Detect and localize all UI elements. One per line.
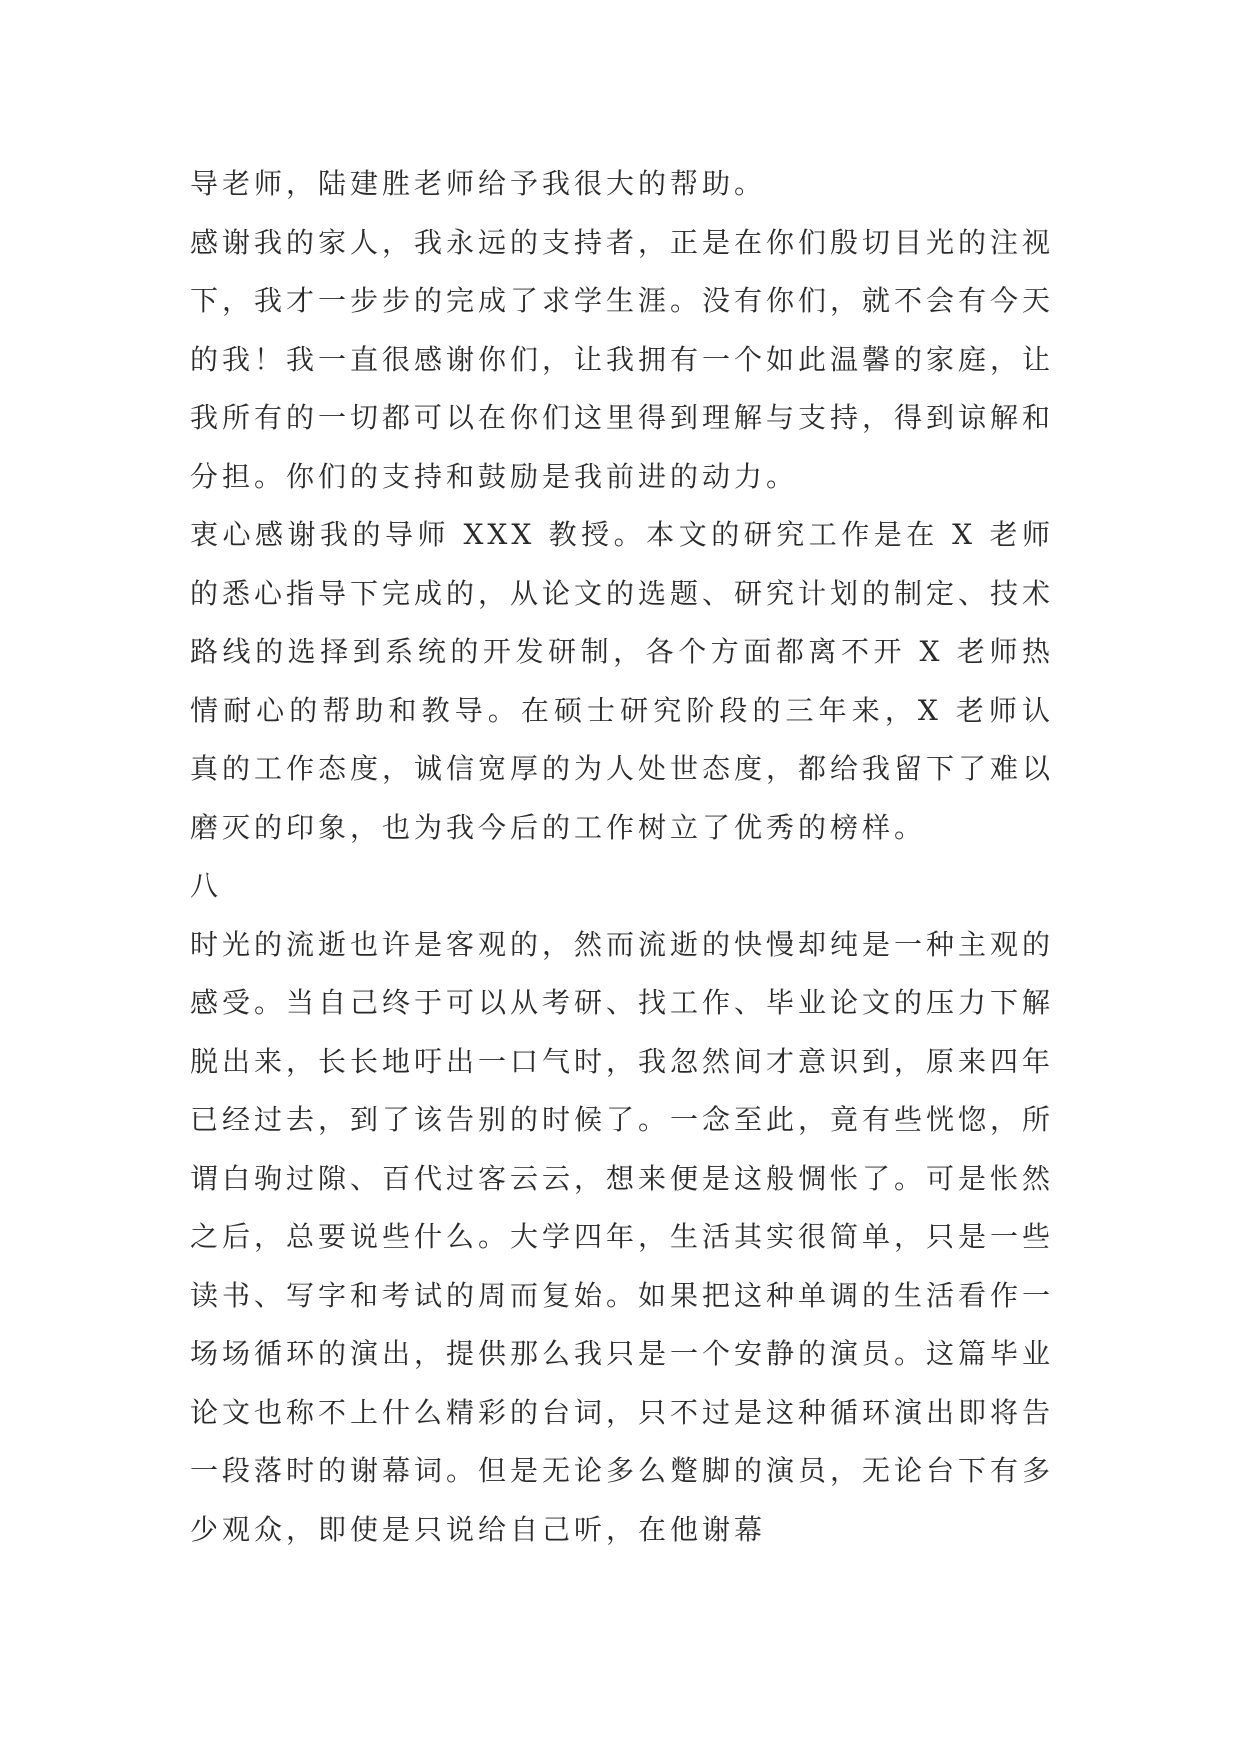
document-body <box>190 155 1054 1559</box>
paragraph: 导老师，陆建胜老师给予我很大的帮助。 <box>190 167 767 200</box>
paragraph: 感谢我的家人，我永远的支持者，正是在你们殷切目光的注视下，我才一步步的完成了求学生涯。没有你们，就不会有今天的我！我一直很感谢你们，让我拥有一个如此温馨的家庭，让我所有的一切都可以在你们这里得到理解与支持，得到谅解和分担。你们的支持和鼓励是我前进的动力。 <box>190 225 1055 493</box>
paragraph: 时光的流逝也许是客观的，然而流逝的快慢却纯是一种主观的感受。当自己终于可以从考研、找工作、毕业论文的压力下解脱出来，长长地吁出一口气时，我忽然间才意识到，原来四年已经过去，到了该告别的时候了。一念至此，竟有些恍惚，所谓白驹过隙、百代过客云云，想来便是这般惆怅了。可是怅然之后，总要说些什么。大学四年，生活其实很简单，只是一些读书、写字和考试的周而复始。如果把这种单调的生活看作一场场循环的演出，提供那么我只是一个安静的演员。这篇毕业论文也称不上什么精彩的台词，只不过是这种循环演出即将告一段落时的谢幕词。但是无论多么蹩脚的演员，无论台下有多少观众，即使是只说给自己听，在他谢幕 <box>190 927 1055 1546</box>
section-marker: 八 <box>190 869 223 902</box>
paragraph: 衷心感谢我的导师 XXX 教授。本文的研究工作是在 X 老师的悉心指导下完成的，从论文的选题、研究计划的制定、技术路线的选择到系统的开发研制，各个方面都离不开 X 老师热情耐心的帮助和教导。在硕士研究阶段的三年来，X 老师认真的工作态度，诚信宽厚的为人处世态度，都给我留下了难以磨灭的印象，也为我今后的工作树立了优秀的榜样。 <box>190 518 1055 844</box>
